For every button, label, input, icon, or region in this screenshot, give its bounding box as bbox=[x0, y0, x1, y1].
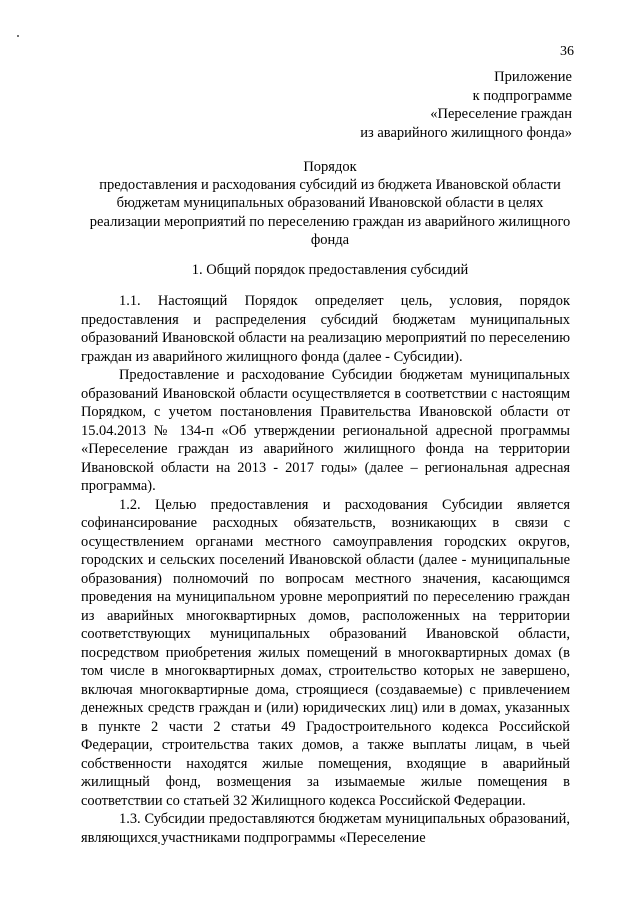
document-body bbox=[81, 292, 570, 847]
section-heading: 1. Общий порядок предоставления субсидий bbox=[191, 262, 469, 278]
paragraph: 1.3. Субсидии предоставляются бюджетам муниципальных образований, являющихся участниками подпрограммы «Переселение bbox=[81, 811, 570, 846]
document-title bbox=[80, 158, 580, 249]
paragraph: 1.1. Настоящий Порядок определяет цель, условия, порядок предоставления и распределения субсидий бюджетам муниципальных образований Ивановской области на реализацию мероприятий по переселению граждан из аварийного жилищного фонда (далее - Субсидии). bbox=[81, 293, 570, 365]
title-heading: Порядок bbox=[303, 159, 357, 175]
paragraph: 1.2. Целью предоставления и расходования Субсидии является софинансирование расходных обязательств, возникающих в связи с осуществлением органами местного самоуправления городских округов, городских и сельских поселений Ивановской области (далее - муниципальные образования) полномочий по вопросам местного значения, касающимся проведения на муниципальном уровне мероприятий по переселению граждан из аварийных многоквартирных домов, расположенных на территории соответствующих муниципальных образований Ивановской области, посредством приобретения жилых помещений в многоквартирных домах (в том числе в многоквартирных домах, строительство которых не завершено, включая многоквартирные дома, строящиеся (создаваемые) с привлечением денежных средств граждан и (или) юридических лиц) или в домах, указанных в пункте 2 части 2 статьи 49 Градостроительного кодекса Российской Федерации, строительства таких домов, а также выплаты лицам, в чьей собственности находятся жилые помещения, входящие в аварийный жилищный фонд, возмещения за изымаемые жилые помещения в соответствии со статьей 32 Жилищного кодекса Российской Федерации. bbox=[81, 496, 570, 809]
paragraph: Предоставление и расходование Субсидии бюджетам муниципальных образований Ивановской области осуществляется в соответствии с настоящим Порядком, с учетом постановления Правительства Ивановской области от 15.04.2013 № 134-п «Об утверждении региональной адресной программы «Переселение граждан из аварийного жилищного фонда на территории Ивановской области на 2013 - 2017 годы» (далее – региональная адресная программа). bbox=[81, 367, 570, 494]
annex-header bbox=[312, 68, 572, 142]
title-subtitle: предоставления и расходования субсидий из бюджета Ивановской области бюджетам муниципальных образований Ивановской области в целях реализации мероприятий по переселению граждан из аварийного жилищного фонда bbox=[89, 177, 571, 248]
annex-line: «Переселение граждан bbox=[430, 106, 572, 123]
annex-line: из аварийного жилищного фонда» bbox=[360, 124, 572, 141]
annex-line: Приложение bbox=[494, 69, 572, 85]
scan-speck bbox=[17, 35, 19, 37]
page-number: 36 bbox=[560, 44, 574, 59]
annex-line: к подпрограмме bbox=[472, 87, 572, 104]
